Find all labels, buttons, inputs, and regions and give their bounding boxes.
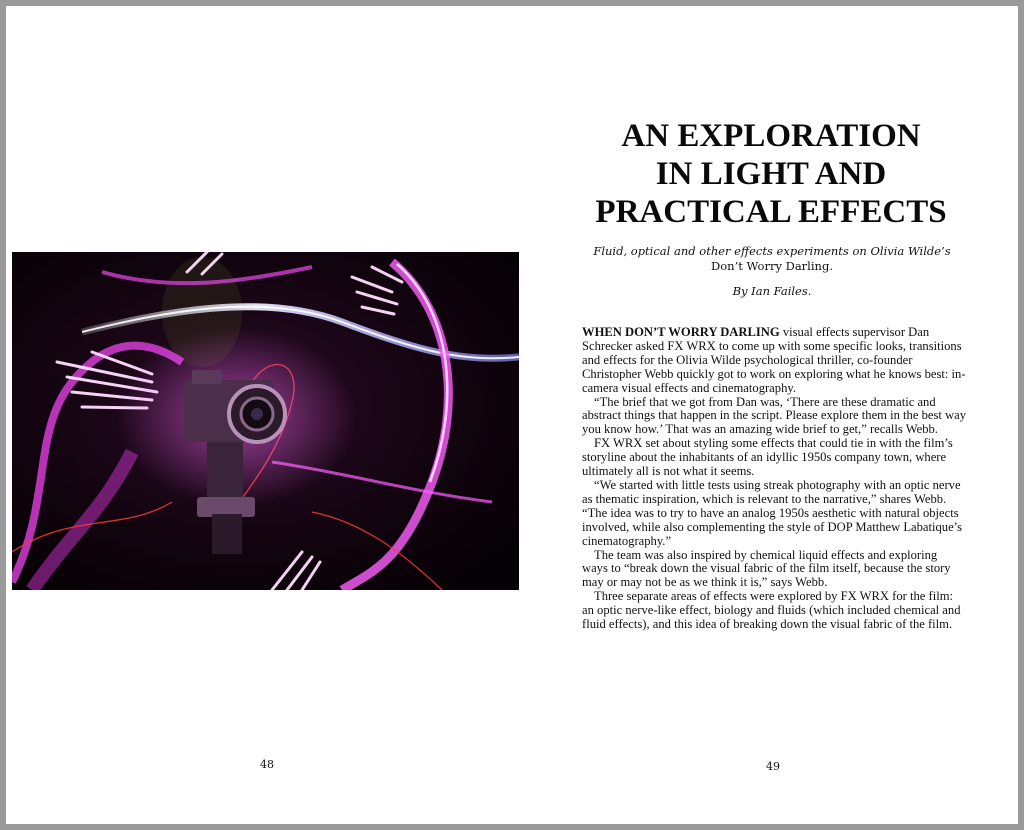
magazine-spread (12, 12, 1024, 830)
page-number-left: 48 (260, 758, 274, 771)
photo-illustration (12, 252, 519, 590)
standfirst-end: . (829, 259, 833, 273)
article-headline (578, 117, 964, 231)
body-paragraph (582, 326, 966, 396)
film-title: Don’t Worry Darling (711, 259, 830, 273)
headline-line-2: IN LIGHT AND (655, 156, 887, 192)
standfirst (580, 244, 964, 274)
body-paragraph: “We started with little tests using streak photography with an optic nerve as thematic inspiration, which is relevant to the narrative,” shares Webb. “The idea was to try to have an analog 1950s aesthetic with natural objects involved, while also complementing the style of DOP Matthew Labatique’s cinematography.” (582, 477, 963, 548)
headline-line-1: AN EXPLORATION (621, 118, 921, 154)
camera-light-painting-photo (12, 252, 519, 590)
body-paragraph: “The brief that we got from Dan was, ‘There are these dramatic and abstract things that happen in the script. Please explore them in the best way you know how.’ That was an amazing wide brief to get,” recalls Webb. (582, 394, 967, 437)
body-paragraph: The team was also inspired by chemical liquid effects and exploring ways to “break down the visual fabric of the film itself, because the story may or may not be as we think it is,” says Webb. (582, 547, 951, 590)
headline-line-3: PRACTICAL EFFECTS (595, 194, 947, 230)
body-paragraph: Three separate areas of effects were explored by FX WRX for the film: an optic nerve-like effect, biology and fluids (which included chemical and fluid effects), and this idea of breaking down the visual fabric of the film. (582, 589, 961, 632)
page-number-right: 49 (766, 760, 780, 773)
body-paragraph: FX WRX set about styling some effects that could tie in with the film’s storyline about the inhabitants of an idyllic 1950s company town, where ultimately all is not what it seems. (582, 436, 953, 479)
standfirst-text: Fluid, optical and other effects experiments on Olivia Wilde’s (593, 244, 951, 258)
byline: By Ian Failes. (732, 284, 812, 298)
article-body (582, 326, 966, 632)
lead-in: WHEN DON’T WORRY DARLING (582, 325, 780, 339)
paragraph-text: visual effects supervisor Dan Schrecker asked FX WRX to come up with some specific looks, transitions and effects for the Olivia Wilde psychological thriller, co-founder Christopher Webb quickly got to work on exploring what he knows best: in-camera visual effects and cinematography. (582, 325, 966, 395)
